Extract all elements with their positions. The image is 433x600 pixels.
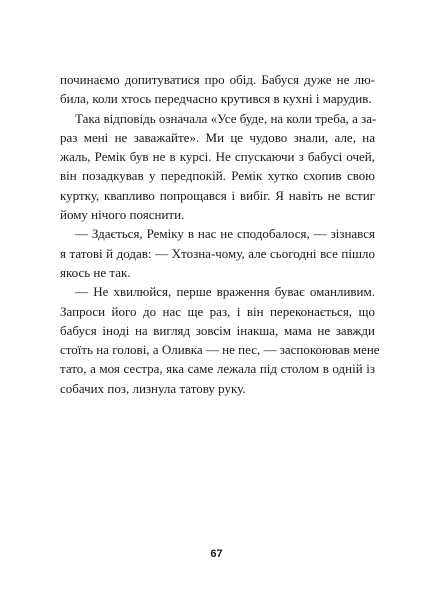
text-line: куртку, квапливо попрощався і вибіг. Я навіть не встиг bbox=[60, 187, 375, 203]
text-line: — Не хвилюйся, перше враження буває оманливим. bbox=[75, 284, 375, 300]
body-text bbox=[60, 70, 380, 398]
text-line: починаємо допитуватися про обід. Бабуся дуже не лю- bbox=[60, 72, 375, 87]
text-line: била, коли хтось передчасно крутився в кухні і марудив. bbox=[60, 91, 372, 107]
text-line: бабуся іноді на вигляд зовсім інакша, мама не завжди bbox=[60, 322, 375, 338]
page-number: 67 bbox=[210, 548, 223, 560]
text-line: тато, а моя сестра, яка саме лежала під столом в одній із bbox=[60, 361, 375, 377]
text-line: — Здається, Реміку в нас не сподобалося, — зізнався bbox=[75, 226, 375, 242]
paragraph-3 bbox=[60, 224, 375, 282]
text-line: жаль, Ремік був не в курсі. Не спускаючи з бабусі очей, bbox=[60, 149, 375, 165]
paragraph-2 bbox=[60, 109, 375, 225]
text-line: раз мені не заважайте». Ми це чудово знали, але, на bbox=[60, 129, 375, 145]
text-line: стоїть на голові, а Оливка — не пес, — заспокоював мене bbox=[60, 342, 380, 358]
text-line: собачих поз, лизнула татову руку. bbox=[60, 380, 246, 396]
paragraph-4 bbox=[60, 282, 380, 398]
text-line: Запроси його до нас ще раз, і він переконається, що bbox=[60, 303, 375, 319]
text-line: він позадкував у передпокій. Ремік хутко схопив свою bbox=[60, 168, 375, 184]
text-line: Така відповідь означала «Усе буде, на коли треба, а за- bbox=[75, 110, 377, 126]
text-line: йому нічого пояснити. bbox=[60, 207, 185, 223]
paragraph-1 bbox=[60, 70, 375, 109]
text-line: якось не так. bbox=[60, 264, 131, 280]
text-line: я татові й додав: — Хтозна-чому, але сьогодні все пішло bbox=[60, 245, 375, 261]
